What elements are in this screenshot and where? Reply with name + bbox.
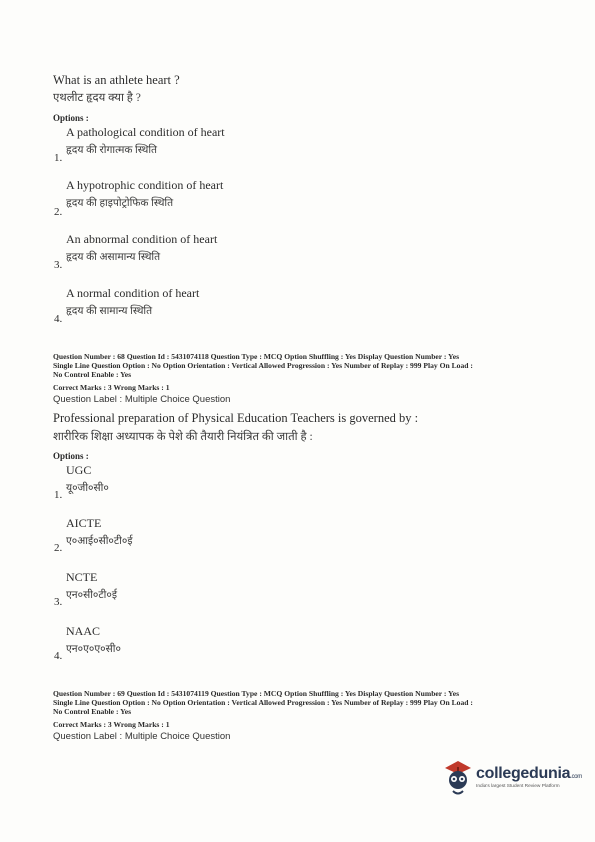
question-label: Question Label : Multiple Choice Question: [53, 731, 231, 742]
option-2-en: AICTE: [66, 516, 102, 530]
option-2-hi: हृदय की हाइपोट्रोफिक स्थिति: [66, 198, 174, 209]
option-3-hi: हृदय की असामान्य स्थिति: [66, 252, 161, 263]
option-3-number: 3.: [54, 259, 63, 271]
option-4-en: NAAC: [66, 624, 101, 638]
options-heading: Options :: [53, 113, 89, 123]
option-2-number: 2.: [54, 542, 63, 554]
option-2-en: A hypotrophic condition of heart: [66, 178, 224, 192]
option-2-hi: ए०आई०सी०टी०ई: [66, 536, 133, 547]
option-1-en: UGC: [66, 463, 92, 477]
option-3-hi: एन०सी०टी०ई: [66, 590, 117, 601]
question-marks: Correct Marks : 3 Wrong Marks : 1: [53, 383, 170, 392]
option-4-number: 4.: [54, 313, 63, 325]
question-meta: Question Number : 69 Question Id : 5431074119 Question Type : MCQ Option Shuffling : Yes Display Question Number : Yes Single Line Question Option : No Option Orientation : Vertical Allowed Progression : Yes Number of Replay : 999 Play On Load : No Control Enable : Yes: [53, 689, 473, 716]
option-1-hi: हृदय की रोगात्मक स्थिति: [66, 145, 158, 156]
option-4-hi: हृदय की सामान्य स्थिति: [66, 306, 153, 317]
logo-wordmark: collegedunia.com: [476, 765, 583, 782]
option-4-number: 4.: [54, 650, 63, 662]
question-text-hi: एथलीट हृदय क्या है ?: [53, 92, 141, 104]
option-1-hi: यू०जी०सी०: [66, 483, 109, 494]
logo-mascot-icon: [441, 758, 475, 802]
logo-tagline: India's largest Student Review Platform: [476, 784, 560, 789]
question-meta: Question Number : 68 Question Id : 5431074118 Question Type : MCQ Option Shuffling : Yes Display Question Number : Yes Single Line Question Option : No Option Orientation : Vertical Allowed Progression : Yes Number of Replay : 999 Play On Load : No Control Enable : Yes: [53, 352, 473, 379]
question-text-en: Professional preparation of Physical Education Teachers is governed by :: [53, 411, 419, 425]
option-3-number: 3.: [54, 596, 63, 608]
question-label: Question Label : Multiple Choice Question: [53, 394, 231, 405]
option-1-number: 1.: [54, 152, 63, 164]
option-2-number: 2.: [54, 206, 63, 218]
question-text-hi: शारीरिक शिक्षा अध्यापक के पेशे की तैयारी नियंत्रित की जाती है :: [53, 431, 313, 443]
option-3-en: An abnormal condition of heart: [66, 232, 218, 246]
option-4-en: A normal condition of heart: [66, 286, 200, 300]
option-3-en: NCTE: [66, 570, 98, 584]
question-marks: Correct Marks : 3 Wrong Marks : 1: [53, 720, 170, 729]
option-4-hi: एन०ए०ए०सी०: [66, 644, 121, 655]
option-1-en: A pathological condition of heart: [66, 125, 225, 139]
options-heading: Options :: [53, 451, 89, 461]
option-1-number: 1.: [54, 489, 63, 501]
question-text-en: What is an athlete heart ?: [53, 73, 180, 87]
collegedunia-logo: [441, 758, 581, 808]
